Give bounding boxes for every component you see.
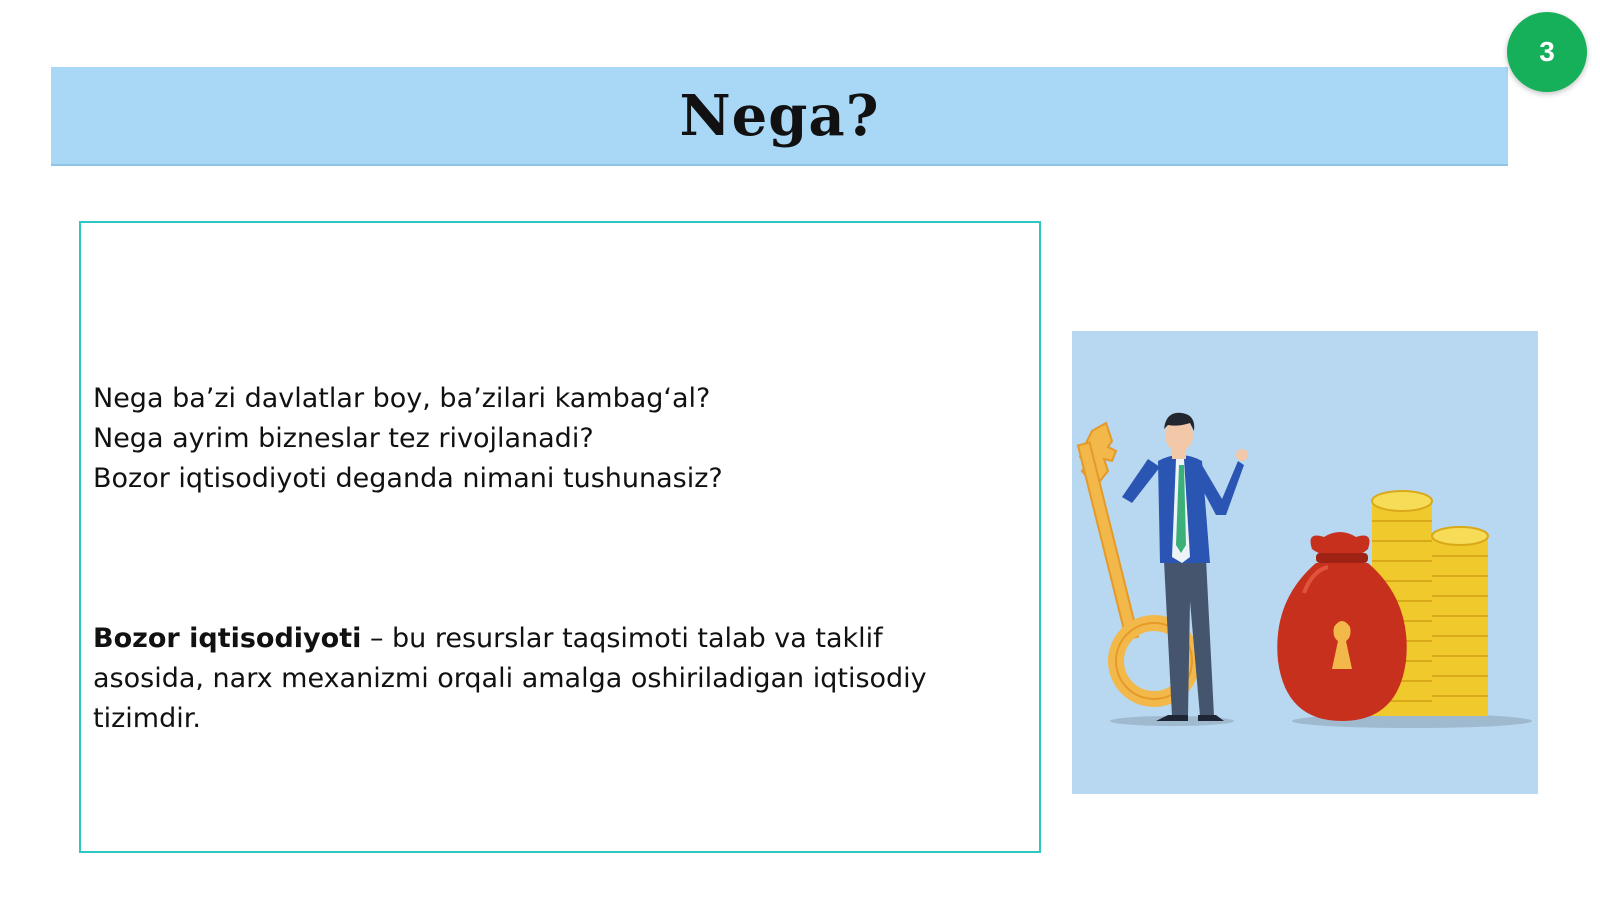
slide-title: Nega? — [679, 82, 880, 149]
coin-stack-short — [1432, 527, 1488, 716]
slide-number-badge: 3 — [1507, 12, 1587, 92]
title-bar — [51, 67, 1508, 166]
question-line: Bozor iqtisodiyoti deganda nimani tushunasiz? — [93, 463, 723, 494]
business-illustration — [1072, 331, 1538, 794]
question-line: Nega ayrim bizneslar tez rivojlanadi? — [93, 423, 594, 454]
definition-text: – bu resurslar taqsimoti talab va taklif asosida, narx mexanizmi orqali amalga oshiriladigan iqtisodiy tizimdir. — [93, 623, 927, 734]
definition-paragraph — [93, 619, 999, 739]
definition-term: Bozor iqtisodiyoti — [93, 623, 362, 654]
questions-list — [93, 379, 1029, 499]
content-box — [79, 221, 1041, 853]
businessman-figure — [1122, 413, 1248, 721]
question-line: Nega ba’zi davlatlar boy, ba’zilari kambag‘al? — [93, 383, 711, 414]
